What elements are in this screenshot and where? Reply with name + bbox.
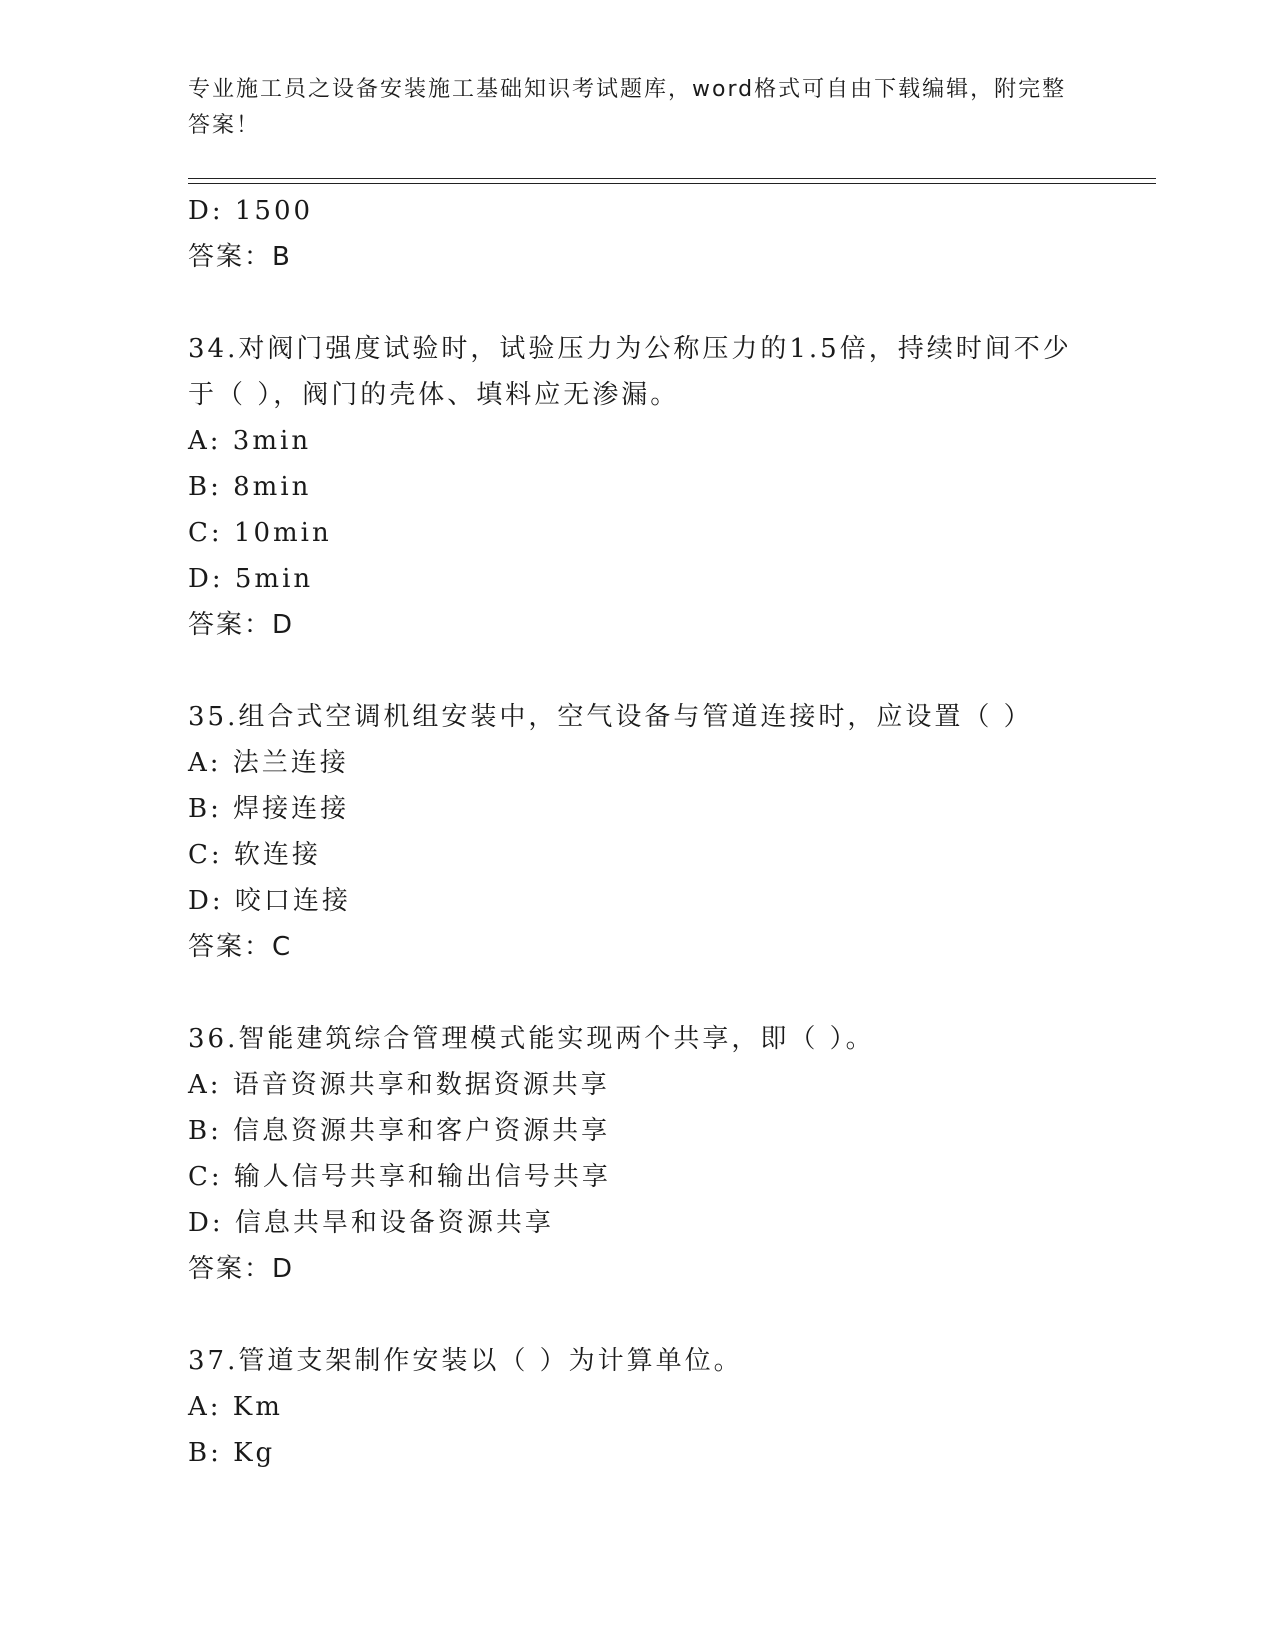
- option-d: D: 1500: [188, 196, 314, 226]
- question-list: [188, 188, 1108, 1476]
- question-text-continued: 于（ ），阀门的壳体、填料应无渗漏。: [188, 380, 680, 410]
- option-b: B: Kg: [188, 1438, 276, 1468]
- page-header: 专业施工员之设备安装施工基础知识考试题库，word格式可自由下载编辑，附完整答案！: [188, 77, 1067, 138]
- question-text: 37.管道支架制作安装以（ ）为计算单位。: [188, 1346, 743, 1376]
- option-d: D: 5min: [188, 564, 314, 594]
- option-a: A: 语音资源共享和数据资源共享: [188, 1070, 610, 1100]
- option-c: C: 输人信号共享和输出信号共享: [188, 1162, 611, 1192]
- question-item: [188, 326, 1108, 648]
- question-item: [188, 1338, 1108, 1476]
- option-b: B: 焊接连接: [188, 794, 350, 824]
- option-d: D: 咬口连接: [188, 886, 351, 916]
- answer-line: 答案：C: [188, 932, 293, 962]
- answer-line: 答案：D: [188, 1254, 295, 1284]
- answer-line: 答案：D: [188, 610, 295, 640]
- question-text: 36.智能建筑综合管理模式能实现两个共享，即（ ）。: [188, 1024, 875, 1054]
- question-text: 35.组合式空调机组安装中，空气设备与管道连接时，应设置（ ）: [188, 702, 1033, 732]
- option-a: A: 法兰连接: [188, 748, 349, 778]
- question-text: 34.对阀门强度试验时，试验压力为公称压力的1.5倍，持续时间不少: [188, 334, 1072, 364]
- option-d: D: 信息共旱和设备资源共享: [188, 1208, 554, 1238]
- option-c: C: 软连接: [188, 840, 321, 870]
- option-c: C: 10min: [188, 518, 332, 548]
- header-divider-bottom: [188, 183, 1156, 184]
- question-item: [188, 1016, 1108, 1292]
- option-b: B: 8min: [188, 472, 312, 502]
- option-a: A: Km: [188, 1392, 283, 1422]
- answer-line: 答案：B: [188, 242, 292, 272]
- option-a: A: 3min: [188, 426, 312, 456]
- option-b: B: 信息资源共享和客户资源共享: [188, 1116, 611, 1146]
- header-divider-top: [188, 178, 1156, 179]
- question-item: [188, 694, 1108, 970]
